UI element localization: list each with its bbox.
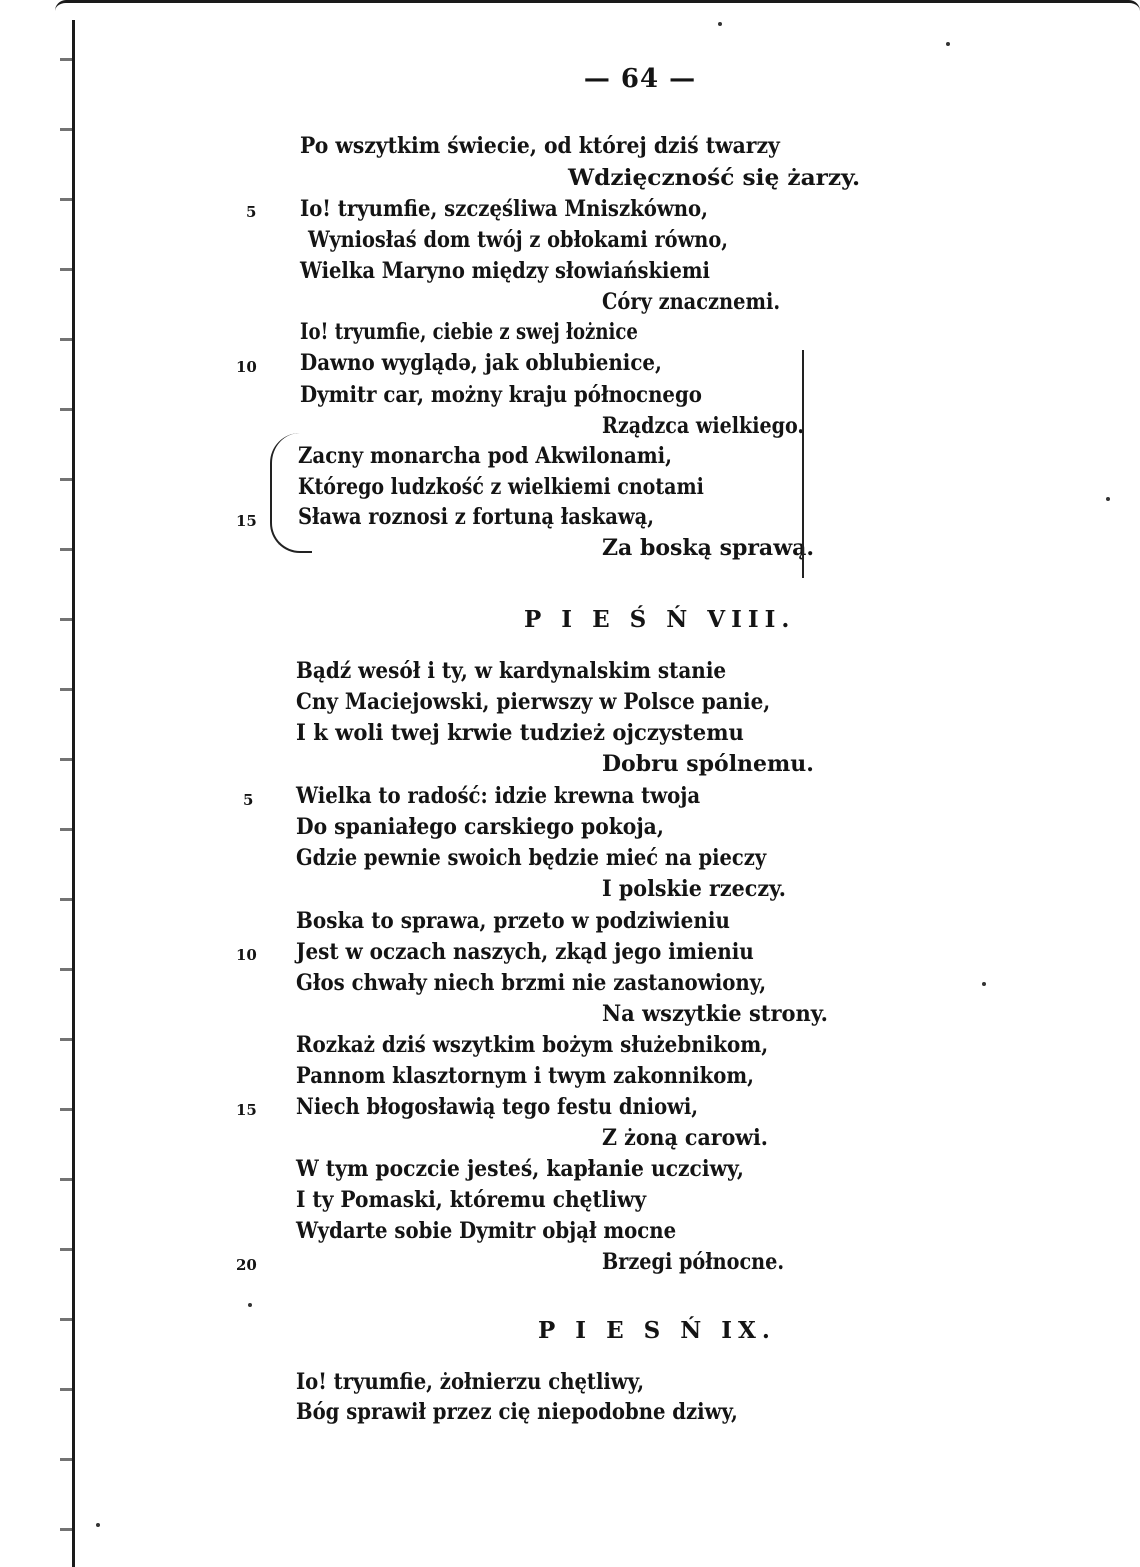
verse-line: Na wszytkie strony. (602, 1001, 828, 1027)
verse-line: Dobru spólnemu. (602, 751, 814, 777)
scan-speck (982, 982, 986, 986)
verse-line: Rządzca wielkiego. (602, 413, 805, 439)
verse-line: Za boską sprawą. (602, 535, 815, 561)
verse-line: Wyniosłaś dom twój z obłokami równo, (308, 227, 728, 253)
verse-line: I k woli twej krwie tudzież ojczystemu (296, 720, 744, 746)
verse-line: Zacny monarcha pod Akwilonami, (298, 443, 673, 469)
verse-line: Którego ludzkość z wielkiemi cnotami (298, 474, 704, 500)
verse-line: Wielka Maryno między słowiańskiemi (300, 258, 710, 284)
verse-line: Io! tryumfie, ciebie z swej łożnice (300, 319, 638, 345)
verse-line: Cny Maciejowski, pierwszy w Polsce panie, (296, 689, 771, 715)
verse-line: Brzegi północne. (602, 1249, 785, 1275)
verse-line: Niech błogosławią tego festu dniowi, (296, 1094, 699, 1120)
section-heading-song-viii: P I E Ś Ń VIII. (524, 606, 796, 633)
verse-line: Córy znacznemi. (602, 289, 781, 315)
verse-line: Io! tryumfie, żołnierzu chętliwy, (296, 1369, 645, 1395)
scan-speck (946, 42, 950, 46)
scan-speck (248, 1303, 252, 1307)
line-number: 20 (236, 1256, 257, 1274)
verse-line: Bóg sprawił przez cię niepodobne dziwy, (296, 1399, 738, 1425)
scan-speck (718, 22, 722, 26)
verse-line: Po wszytkim świecie, od której dziś twarzy (300, 133, 780, 159)
line-number: 10 (236, 358, 257, 376)
verse-line: I polskie rzeczy. (602, 876, 786, 902)
verse-line: I ty Pomaski, któremu chętliwy (296, 1187, 647, 1213)
verse-line: Boska to sprawa, przeto w podziwieniu (296, 908, 730, 934)
page-number: — 64 — (583, 64, 697, 94)
verse-line: Dawno wyglądə, jak oblubienice, (300, 350, 662, 376)
line-number: 5 (246, 203, 257, 221)
verse-line: W tym poczcie jesteś, kapłanie uczciwy, (296, 1156, 744, 1182)
verse-line: Głos chwały niech brzmi nie zastanowiony, (296, 970, 767, 996)
verse-line: Gdzie pewnie swoich będzie mieć na pieczy (296, 845, 767, 871)
verse-line: Pannom klasztornym i twym zakonnikom, (296, 1063, 754, 1089)
verse-line: Z żoną carowi. (602, 1125, 768, 1151)
handwritten-bracket-mark (270, 433, 312, 553)
line-number: 5 (243, 791, 254, 809)
verse-line: Rozkaż dziś wszytkim bożym służebnikom, (296, 1032, 769, 1058)
verse-line: Bądź wesół i ty, w kardynalskim stanie (296, 658, 727, 684)
verse-line: Io! tryumfie, szczęśliwa Mniszkówno, (300, 196, 709, 222)
line-number: 15 (236, 1101, 257, 1119)
verse-line: Do spaniałego carskiego pokoja, (296, 814, 664, 840)
verse-line: Jest w oczach naszych, zkąd jego imieniu (296, 939, 754, 965)
scan-speck (1106, 497, 1110, 501)
verse-line: Sława roznosi z fortuną łaskawą, (298, 504, 654, 530)
line-number: 15 (236, 512, 257, 530)
verse-line: Wdzięczność się żarzy. (568, 165, 861, 191)
verse-line: Wielka to radość: idzie krewna twoja (296, 783, 701, 809)
scan-speck (96, 1523, 100, 1527)
section-heading-song-ix: P I E S Ń IX. (538, 1317, 776, 1344)
handwritten-margin-line (802, 350, 814, 578)
verse-line: Wydarte sobie Dymitr objął mocne (296, 1218, 677, 1244)
line-number: 10 (236, 946, 257, 964)
verse-line: Dymitr car, możny kraju północnego (300, 382, 702, 408)
